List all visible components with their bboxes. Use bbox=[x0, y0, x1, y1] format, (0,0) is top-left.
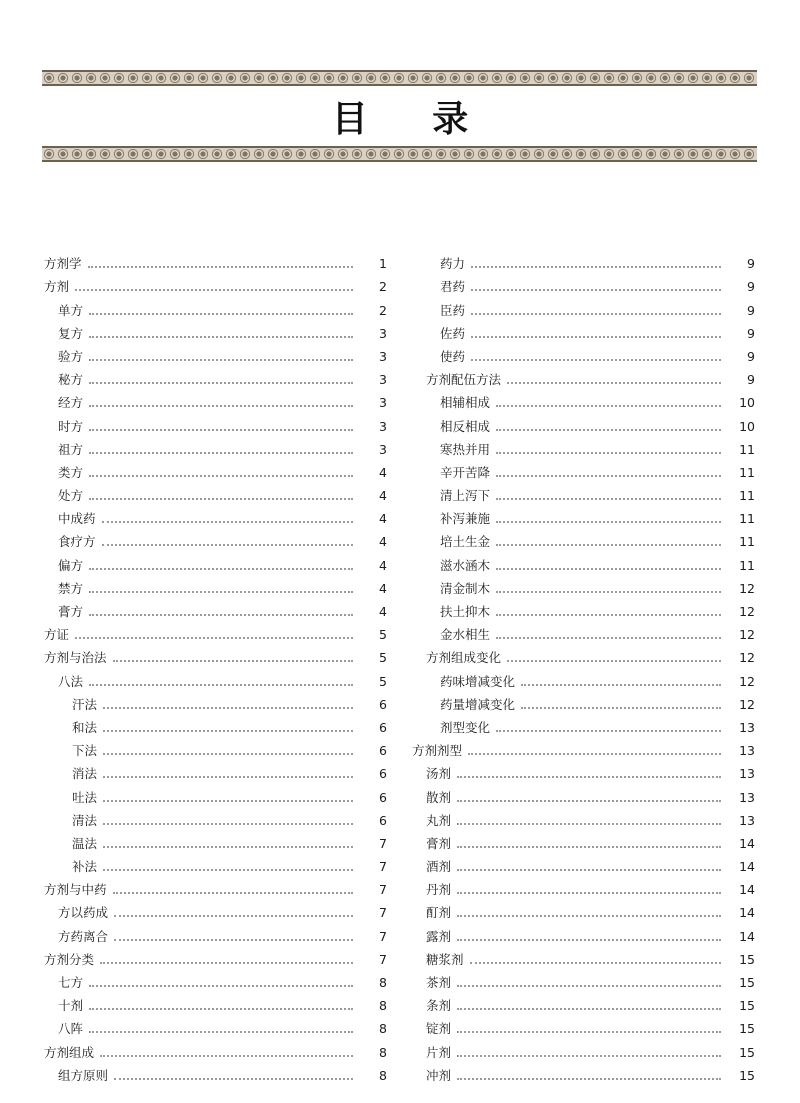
toc-entry-label: 验方 bbox=[58, 348, 84, 364]
toc-entry-label: 方剂配伍方法 bbox=[426, 372, 502, 388]
toc-entry-label: 露剂 bbox=[426, 928, 452, 944]
toc-entry-label: 佐药 bbox=[440, 325, 466, 341]
dot-leader bbox=[89, 359, 353, 361]
toc-entry-page-number: 4 bbox=[379, 464, 387, 480]
toc-entry-label: 时方 bbox=[58, 418, 84, 434]
toc-entry-label: 方剂 bbox=[44, 279, 70, 295]
dot-leader bbox=[457, 846, 721, 848]
toc-entry[interactable] bbox=[412, 806, 755, 829]
toc-entry-page-number: 15 bbox=[739, 1067, 755, 1083]
toc-entry-page-number: 7 bbox=[379, 905, 387, 921]
toc-entry-label: 滋水涵木 bbox=[440, 557, 491, 573]
dot-leader bbox=[89, 1008, 353, 1010]
dot-leader bbox=[496, 591, 721, 593]
toc-entry-label: 清金制木 bbox=[440, 580, 491, 596]
toc-entry-label: 培土生金 bbox=[440, 534, 491, 550]
toc-entry-page-number: 15 bbox=[739, 951, 755, 967]
dot-leader bbox=[457, 892, 721, 894]
toc-entry[interactable] bbox=[44, 365, 387, 388]
dot-leader bbox=[468, 753, 721, 755]
toc-entry-page-number: 9 bbox=[747, 325, 755, 341]
toc-entry-page-number: 3 bbox=[379, 325, 387, 341]
toc-entry[interactable] bbox=[44, 898, 387, 921]
toc-entry-page-number: 15 bbox=[739, 1021, 755, 1037]
toc-entry-page-number: 4 bbox=[379, 604, 387, 619]
toc-entry-label: 处方 bbox=[58, 488, 84, 504]
toc-entry-page-number: 11 bbox=[739, 488, 755, 504]
toc-entry-label: 方剂学 bbox=[44, 256, 82, 272]
dot-leader bbox=[103, 776, 353, 778]
dot-leader bbox=[75, 637, 353, 639]
toc-entry-page-number: 14 bbox=[739, 882, 755, 898]
toc-entry-label: 八法 bbox=[58, 673, 84, 689]
dot-leader bbox=[457, 1055, 721, 1057]
toc-entry-page-number: 4 bbox=[379, 534, 387, 550]
dot-leader bbox=[113, 660, 353, 662]
dot-leader bbox=[496, 614, 721, 616]
toc-entry[interactable] bbox=[412, 365, 755, 388]
toc-entry[interactable] bbox=[44, 574, 387, 597]
toc-entry[interactable] bbox=[44, 921, 387, 944]
toc-entry-page-number: 9 bbox=[747, 256, 755, 272]
dot-leader bbox=[457, 985, 721, 987]
dot-leader bbox=[75, 289, 353, 291]
dot-leader bbox=[114, 1078, 353, 1080]
toc-entry[interactable] bbox=[44, 620, 387, 643]
toc-entry-page-number: 7 bbox=[379, 859, 387, 875]
toc-entry-label: 类方 bbox=[58, 464, 84, 480]
dot-leader bbox=[496, 521, 721, 523]
toc-entry-label: 片剂 bbox=[426, 1044, 452, 1060]
toc-entry-label: 和法 bbox=[72, 719, 98, 735]
dot-leader bbox=[507, 382, 721, 384]
toc-entry-page-number: 8 bbox=[379, 998, 387, 1014]
toc-entry-label: 偏方 bbox=[58, 557, 84, 573]
toc-entry-label: 相辅相成 bbox=[440, 395, 491, 411]
toc-entry[interactable] bbox=[412, 921, 755, 944]
dot-leader bbox=[457, 869, 721, 871]
toc-entry-page-number: 11 bbox=[739, 557, 755, 573]
toc-column-right bbox=[412, 249, 755, 1084]
toc-entry-label: 药量增减变化 bbox=[440, 696, 516, 712]
dot-leader bbox=[89, 498, 353, 500]
toc-entry-page-number: 7 bbox=[379, 951, 387, 967]
toc-entry-label: 酒剂 bbox=[426, 859, 452, 875]
dot-leader bbox=[89, 452, 353, 454]
dot-leader bbox=[89, 568, 353, 570]
toc-entry[interactable] bbox=[412, 875, 755, 898]
toc-entry-page-number: 8 bbox=[379, 975, 387, 990]
toc-entry-page-number: 10 bbox=[739, 395, 755, 411]
toc-entry-page-number: 13 bbox=[739, 789, 755, 805]
toc-entry-label: 方剂分类 bbox=[44, 951, 95, 967]
toc-entry-page-number: 12 bbox=[739, 580, 755, 596]
toc-entry-label: 药力 bbox=[440, 256, 466, 272]
dot-leader bbox=[507, 660, 721, 662]
toc-entry-page-number: 11 bbox=[739, 464, 755, 480]
toc-entry[interactable] bbox=[44, 504, 387, 527]
toc-column-left bbox=[44, 249, 387, 1084]
toc-entry-page-number: 12 bbox=[739, 696, 755, 712]
dot-leader bbox=[103, 753, 353, 755]
dot-leader bbox=[103, 823, 353, 825]
toc-entry[interactable] bbox=[44, 249, 387, 272]
toc-entry[interactable] bbox=[412, 249, 755, 272]
dot-leader bbox=[496, 405, 721, 407]
toc-entry-label: 经方 bbox=[58, 395, 84, 411]
toc-entry-label: 金水相生 bbox=[440, 627, 491, 643]
toc-entry-label: 使药 bbox=[440, 348, 466, 364]
toc-entry[interactable] bbox=[44, 527, 387, 550]
toc-entry-label: 茶剂 bbox=[426, 975, 452, 990]
toc-entry[interactable] bbox=[44, 875, 387, 898]
toc-entry-label: 补泻兼施 bbox=[440, 511, 491, 527]
toc-entry-page-number: 11 bbox=[739, 441, 755, 457]
toc-entry-label: 下法 bbox=[72, 743, 98, 759]
toc-entry-label: 方药离合 bbox=[58, 928, 109, 944]
toc-entry[interactable] bbox=[44, 829, 387, 852]
toc-entry-label: 清上泻下 bbox=[440, 488, 491, 504]
toc-entry-label: 组方原则 bbox=[58, 1067, 109, 1083]
dot-leader bbox=[457, 1078, 721, 1080]
toc-entry-label: 锭剂 bbox=[426, 1021, 452, 1037]
toc-entry-page-number: 8 bbox=[379, 1067, 387, 1083]
toc-entry-page-number: 14 bbox=[739, 905, 755, 921]
toc-entry[interactable] bbox=[44, 991, 387, 1014]
toc-entry[interactable] bbox=[44, 736, 387, 759]
dot-leader bbox=[103, 730, 353, 732]
toc-entry-label: 汤剂 bbox=[426, 766, 452, 782]
toc-entry[interactable] bbox=[44, 481, 387, 504]
dot-leader bbox=[100, 1055, 353, 1057]
toc-entry[interactable] bbox=[44, 713, 387, 736]
dot-leader bbox=[496, 544, 721, 546]
toc-entry-label: 八阵 bbox=[58, 1021, 84, 1037]
toc-entry-label: 方以药成 bbox=[58, 905, 109, 921]
toc-entry[interactable] bbox=[44, 435, 387, 458]
toc-entry[interactable] bbox=[412, 829, 755, 852]
toc-entry[interactable] bbox=[412, 1037, 755, 1060]
dot-leader bbox=[114, 939, 353, 941]
toc-entry[interactable] bbox=[44, 295, 387, 318]
toc-entry-label: 秘方 bbox=[58, 372, 84, 388]
toc-entry-label: 糖浆剂 bbox=[426, 951, 464, 967]
toc-entry[interactable] bbox=[412, 643, 755, 666]
toc-entry[interactable] bbox=[44, 388, 387, 411]
toc-entry[interactable] bbox=[412, 759, 755, 782]
toc-entry-page-number: 3 bbox=[379, 395, 387, 411]
dot-leader bbox=[471, 336, 721, 338]
toc-entry-page-number: 3 bbox=[379, 348, 387, 364]
toc-entry-page-number: 12 bbox=[739, 650, 755, 666]
toc-entry-label: 吐法 bbox=[72, 789, 98, 805]
toc-entry-label: 单方 bbox=[58, 302, 84, 318]
toc-entry-page-number: 12 bbox=[739, 627, 755, 643]
dot-leader bbox=[496, 637, 721, 639]
dot-leader bbox=[496, 429, 721, 431]
dot-leader bbox=[471, 359, 721, 361]
dot-leader bbox=[102, 521, 353, 523]
dot-leader bbox=[100, 962, 353, 964]
toc-entry-label: 方剂剂型 bbox=[412, 743, 463, 759]
dot-leader bbox=[89, 475, 353, 477]
toc-entry-page-number: 11 bbox=[739, 534, 755, 550]
toc-entry-label: 方剂组成 bbox=[44, 1044, 95, 1060]
dot-leader bbox=[470, 962, 721, 964]
toc-entry-page-number: 13 bbox=[739, 719, 755, 735]
toc-entry-label: 丸剂 bbox=[426, 812, 452, 828]
toc-entry-page-number: 13 bbox=[739, 812, 755, 828]
dot-leader bbox=[113, 892, 353, 894]
bottom-decorative-border bbox=[42, 146, 757, 162]
toc-entry[interactable] bbox=[44, 1014, 387, 1037]
toc-entry[interactable] bbox=[44, 458, 387, 481]
dot-leader bbox=[496, 452, 721, 454]
toc-entry[interactable] bbox=[412, 782, 755, 805]
dot-leader bbox=[457, 939, 721, 941]
toc-entry-label: 方剂与中药 bbox=[44, 882, 107, 898]
dot-leader bbox=[496, 498, 721, 500]
toc-entry-label: 君药 bbox=[440, 279, 466, 295]
toc-entry[interactable] bbox=[412, 852, 755, 875]
dot-leader bbox=[89, 313, 353, 315]
toc-entry[interactable] bbox=[412, 272, 755, 295]
toc-entry-label: 方剂组成变化 bbox=[426, 650, 502, 666]
toc-entry-label: 补法 bbox=[72, 859, 98, 875]
dot-leader bbox=[89, 336, 353, 338]
toc-entry[interactable] bbox=[412, 690, 755, 713]
toc-entry[interactable] bbox=[44, 690, 387, 713]
toc-entry-label: 十剂 bbox=[58, 998, 84, 1014]
toc-entry-page-number: 12 bbox=[739, 673, 755, 689]
toc-entry[interactable] bbox=[44, 1061, 387, 1084]
toc-entry-label: 辛开苦降 bbox=[440, 464, 491, 480]
toc-entry[interactable] bbox=[412, 713, 755, 736]
toc-entry[interactable] bbox=[412, 504, 755, 527]
dot-leader bbox=[89, 1031, 353, 1033]
top-decorative-border bbox=[42, 70, 757, 86]
dot-leader bbox=[457, 1008, 721, 1010]
toc-entry[interactable] bbox=[412, 991, 755, 1014]
toc-entry[interactable] bbox=[44, 852, 387, 875]
dot-leader bbox=[89, 614, 353, 616]
toc-entry-page-number: 3 bbox=[379, 418, 387, 434]
toc-entry-page-number: 10 bbox=[739, 418, 755, 434]
toc-entry-page-number: 3 bbox=[379, 372, 387, 388]
dot-leader bbox=[457, 823, 721, 825]
toc-entry[interactable] bbox=[44, 806, 387, 829]
toc-entry-label: 方证 bbox=[44, 627, 70, 643]
toc-entry-page-number: 6 bbox=[379, 719, 387, 735]
toc-entry[interactable] bbox=[412, 736, 755, 759]
toc-entry[interactable] bbox=[412, 945, 755, 968]
toc-entry-page-number: 15 bbox=[739, 998, 755, 1014]
dot-leader bbox=[89, 684, 353, 686]
toc-entry-label: 药味增减变化 bbox=[440, 673, 516, 689]
toc-entry-label: 寒热并用 bbox=[440, 441, 491, 457]
toc-entry-page-number: 15 bbox=[739, 1044, 755, 1060]
dot-leader bbox=[102, 544, 353, 546]
toc-entry-label: 膏剂 bbox=[426, 835, 452, 851]
toc-entry-page-number: 7 bbox=[379, 882, 387, 898]
toc-entry-page-number: 11 bbox=[739, 511, 755, 527]
toc-entry[interactable] bbox=[412, 388, 755, 411]
toc-entry[interactable] bbox=[44, 319, 387, 342]
toc-entry-label: 剂型变化 bbox=[440, 719, 491, 735]
toc-entry-page-number: 14 bbox=[739, 928, 755, 944]
toc-entry-page-number: 9 bbox=[747, 372, 755, 388]
toc-entry-label: 方剂与治法 bbox=[44, 650, 107, 666]
toc-entry[interactable] bbox=[44, 968, 387, 991]
toc-entry-label: 祖方 bbox=[58, 441, 84, 457]
toc-entry-label: 温法 bbox=[72, 835, 98, 851]
dot-leader bbox=[103, 869, 353, 871]
toc-entry[interactable] bbox=[412, 342, 755, 365]
dot-leader bbox=[521, 707, 721, 709]
toc-entry-page-number: 2 bbox=[379, 302, 387, 318]
toc-entry[interactable] bbox=[412, 1061, 755, 1084]
toc-entry[interactable] bbox=[412, 666, 755, 689]
dot-leader bbox=[88, 266, 353, 268]
toc-entry-label: 臣药 bbox=[440, 302, 466, 318]
toc-entry[interactable] bbox=[44, 411, 387, 434]
toc-entry-label: 散剂 bbox=[426, 789, 452, 805]
dot-leader bbox=[103, 800, 353, 802]
toc-entry-page-number: 3 bbox=[379, 441, 387, 457]
dot-leader bbox=[457, 915, 721, 917]
toc-entry-page-number: 2 bbox=[379, 279, 387, 295]
dot-leader bbox=[496, 568, 721, 570]
toc-entry-label: 酊剂 bbox=[426, 905, 452, 921]
toc-entry[interactable] bbox=[412, 458, 755, 481]
toc-entry-page-number: 8 bbox=[379, 1044, 387, 1060]
toc-entry-label: 条剂 bbox=[426, 998, 452, 1014]
toc-entry-page-number: 5 bbox=[379, 650, 387, 666]
dot-leader bbox=[89, 405, 353, 407]
toc-entry-label: 食疗方 bbox=[58, 534, 96, 550]
toc-entry-page-number: 9 bbox=[747, 348, 755, 364]
toc-entry-label: 复方 bbox=[58, 325, 84, 341]
toc-entry-label: 七方 bbox=[58, 975, 84, 990]
toc-entry[interactable] bbox=[412, 574, 755, 597]
toc-entry-page-number: 13 bbox=[739, 743, 755, 759]
toc-entry-label: 汗法 bbox=[72, 696, 98, 712]
toc-entry[interactable] bbox=[44, 643, 387, 666]
toc-entry-label: 冲剂 bbox=[426, 1067, 452, 1083]
dot-leader bbox=[496, 475, 721, 477]
toc-entry-page-number: 9 bbox=[747, 279, 755, 295]
toc-entry-page-number: 6 bbox=[379, 696, 387, 712]
toc-entry-page-number: 6 bbox=[379, 789, 387, 805]
toc-entry[interactable] bbox=[412, 968, 755, 991]
toc-entry-page-number: 4 bbox=[379, 488, 387, 504]
dot-leader bbox=[471, 313, 721, 315]
toc-entry[interactable] bbox=[412, 435, 755, 458]
toc-entry-page-number: 6 bbox=[379, 812, 387, 828]
dot-leader bbox=[89, 429, 353, 431]
toc-entry[interactable] bbox=[412, 295, 755, 318]
dot-leader bbox=[89, 591, 353, 593]
toc-entry[interactable] bbox=[44, 1037, 387, 1060]
toc-entry[interactable] bbox=[412, 620, 755, 643]
toc-entry-page-number: 1 bbox=[379, 256, 387, 272]
dot-leader bbox=[103, 846, 353, 848]
dot-leader bbox=[457, 776, 721, 778]
toc-entry-label: 中成药 bbox=[58, 511, 96, 527]
toc-entry-page-number: 4 bbox=[379, 511, 387, 527]
toc-entry-page-number: 12 bbox=[739, 604, 755, 619]
toc-entry-page-number: 6 bbox=[379, 766, 387, 782]
page-title: 目 录 bbox=[331, 99, 495, 140]
toc-entry-page-number: 8 bbox=[379, 1021, 387, 1037]
toc-entry-page-number: 13 bbox=[739, 766, 755, 782]
toc-entry[interactable] bbox=[412, 411, 755, 434]
dot-leader bbox=[89, 382, 353, 384]
toc-entry-label: 禁方 bbox=[58, 580, 84, 596]
toc-entry-label: 膏方 bbox=[58, 604, 84, 619]
toc-entry-page-number: 14 bbox=[739, 835, 755, 851]
toc-entry-page-number: 9 bbox=[747, 302, 755, 318]
toc-entry[interactable] bbox=[412, 1014, 755, 1037]
toc-entry[interactable] bbox=[44, 597, 387, 620]
toc-entry[interactable] bbox=[44, 782, 387, 805]
toc-entry[interactable] bbox=[412, 481, 755, 504]
toc-entry[interactable] bbox=[412, 319, 755, 342]
toc-entry-page-number: 5 bbox=[379, 673, 387, 689]
dot-leader bbox=[521, 684, 721, 686]
toc-entry-page-number: 15 bbox=[739, 975, 755, 990]
dot-leader bbox=[496, 730, 721, 732]
toc-entry-page-number: 14 bbox=[739, 859, 755, 875]
dot-leader bbox=[457, 1031, 721, 1033]
toc-entry-page-number: 4 bbox=[379, 580, 387, 596]
toc-entry-label: 扶土抑木 bbox=[440, 604, 491, 619]
toc-entry[interactable] bbox=[44, 342, 387, 365]
toc-entry[interactable] bbox=[412, 898, 755, 921]
toc-entry-page-number: 7 bbox=[379, 928, 387, 944]
toc-entry-page-number: 7 bbox=[379, 835, 387, 851]
toc-entry[interactable] bbox=[412, 597, 755, 620]
toc-entry[interactable] bbox=[44, 550, 387, 573]
toc-entry-label: 消法 bbox=[72, 766, 98, 782]
dot-leader bbox=[457, 800, 721, 802]
toc-entry-page-number: 6 bbox=[379, 743, 387, 759]
toc-entry-label: 相反相成 bbox=[440, 418, 491, 434]
dot-leader bbox=[471, 289, 721, 291]
toc-entry-page-number: 4 bbox=[379, 557, 387, 573]
dot-leader bbox=[103, 707, 353, 709]
toc-entry[interactable] bbox=[44, 945, 387, 968]
toc-entry[interactable] bbox=[44, 666, 387, 689]
toc-entry[interactable] bbox=[412, 527, 755, 550]
toc-entry-label: 清法 bbox=[72, 812, 98, 828]
dot-leader bbox=[471, 266, 721, 268]
toc-entry-page-number: 5 bbox=[379, 627, 387, 643]
dot-leader bbox=[114, 915, 353, 917]
toc-entry[interactable] bbox=[412, 550, 755, 573]
dot-leader bbox=[89, 985, 353, 987]
toc-entry[interactable] bbox=[44, 759, 387, 782]
toc-entry[interactable] bbox=[44, 272, 387, 295]
toc-entry-label: 丹剂 bbox=[426, 882, 452, 898]
